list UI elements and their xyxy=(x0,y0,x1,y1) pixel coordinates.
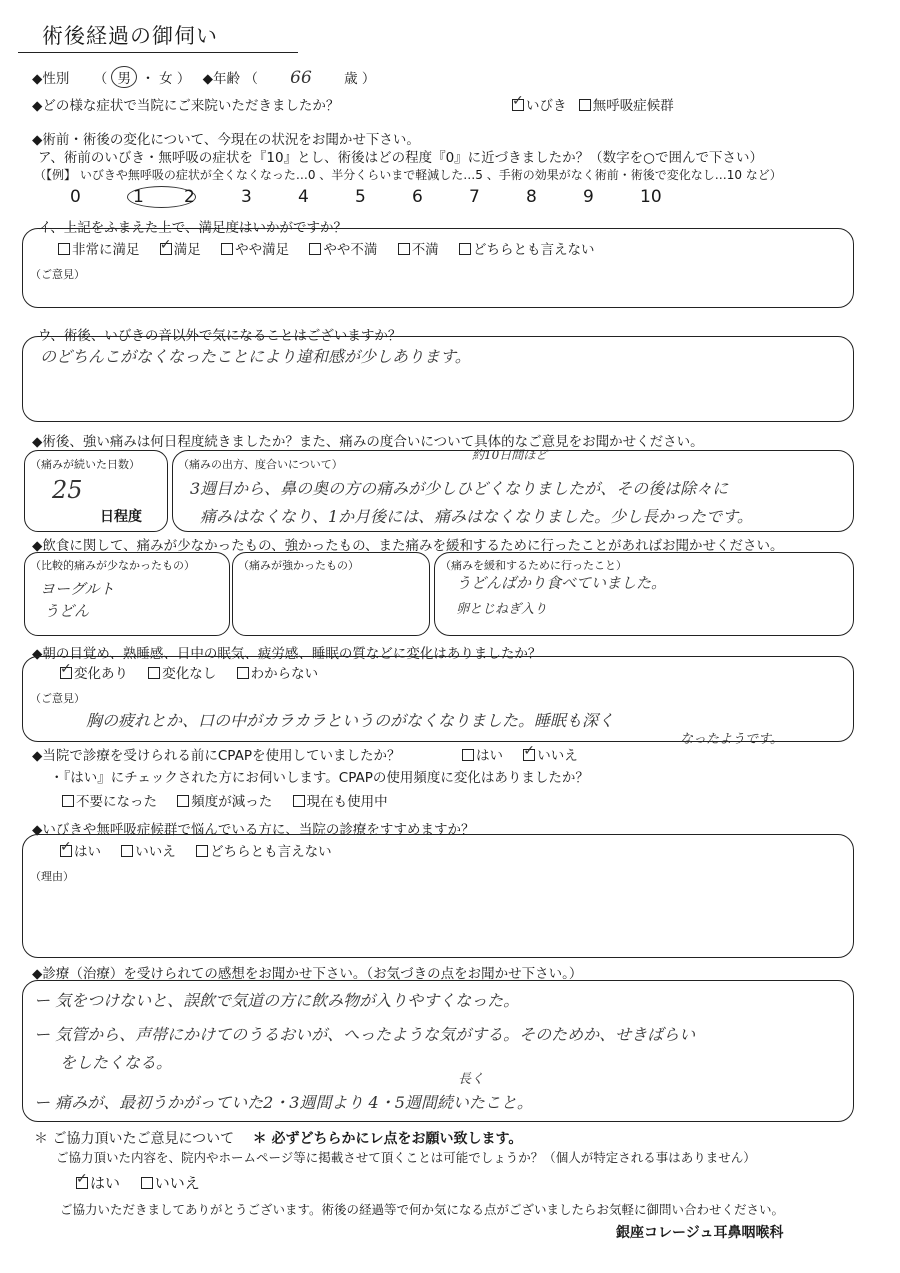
sleep-options: ✓変化あり 変化なし わからない xyxy=(60,662,334,682)
cpap-sub-options: 不要になった 頻度が減った 現在も使用中 xyxy=(62,790,404,810)
pain-detail-line2[interactable]: 痛みはなくなり、1か月後には、痛みはなくなりました。少し長かったです。 xyxy=(200,507,753,526)
scale-9[interactable]: 9 xyxy=(583,187,594,207)
pain-days-label: （痛みが続いた日数） xyxy=(30,458,140,471)
satisfaction-somewhat-satisfied-checkbox[interactable] xyxy=(221,243,233,255)
satisfaction-comment-label: （ご意見） xyxy=(30,268,85,281)
food-relief-item-2[interactable]: 卵とじねぎ入り xyxy=(456,602,548,617)
impression-line3[interactable]: をしたくなる。 xyxy=(60,1053,173,1072)
food-relief-label: （痛みを緩和するために行ったこと） xyxy=(440,559,627,572)
publish-yes-checkbox[interactable] xyxy=(76,1177,88,1189)
scale-5[interactable]: 5 xyxy=(355,187,366,207)
cpap-options: はい ✓ いいえ xyxy=(462,744,594,764)
cpap-sub-question: ・『はい』にチェックされた方にお伺いします。CPAPの使用頻度に変化はありましたか？ xyxy=(50,770,589,786)
footer-options: ✓はい いいえ xyxy=(76,1172,216,1193)
satisfaction-question: イ、上記をふまえた上で、満足度はいかがですか？ xyxy=(38,220,348,236)
footer-thanks: ご協力いただきましてありがとうございます。術後の経過等で何か気になる点がございましたらお気軽に御問い合わせください。 xyxy=(60,1202,785,1217)
food-less-pain-label: （比較的痛みが少なかったもの） xyxy=(30,559,195,572)
cpap-reduced-checkbox[interactable] xyxy=(177,795,189,807)
pain-detail-line1[interactable]: 3週目から、鼻の奥の方の痛みが少しひどくなりましたが、その後は除々に xyxy=(190,479,729,498)
food-strong-pain-label: （痛みが強かったもの） xyxy=(238,559,359,572)
impression-line1[interactable]: ー 気をつけないと、誤飲で気道の方に飲み物が入りやすくなった。 xyxy=(34,991,520,1010)
recommend-no-checkbox[interactable] xyxy=(121,845,133,857)
satisfaction-somewhat-dissatisfied-checkbox[interactable] xyxy=(309,243,321,255)
food-less-pain-item-1[interactable]: ヨーグルト xyxy=(40,580,115,598)
gender-male-option[interactable]: 男 xyxy=(111,66,137,88)
scale-4[interactable]: 4 xyxy=(298,187,309,207)
change-example: （【例】 いびきや無呼吸の症状が全くなくなった…0 、半分くらいまで軽減した…5 、手術の効果がなく術前・術後で変化なし…10 など） xyxy=(34,168,782,182)
satisfaction-satisfied-checkbox[interactable] xyxy=(160,243,172,255)
cpap-yes-checkbox[interactable] xyxy=(462,749,474,761)
sleep-changed-checkbox[interactable] xyxy=(60,667,72,679)
impression-line4[interactable]: ー 痛みが、最初うかがっていた2・3週間より 4・5週間続いたこと。 xyxy=(34,1093,533,1112)
recommend-question: ◆いびきや無呼吸症候群で悩んでいる方に、当院の診療をすすめますか？ xyxy=(32,822,475,838)
snoring-checkbox[interactable] xyxy=(512,99,524,111)
pain-detail-label: （痛みの出方、度合いについて） xyxy=(178,458,343,471)
impression-question: ◆診療（治療）を受けられての感想をお聞かせ下さい。（お気づきの点をお聞かせ下さい。） xyxy=(32,966,583,982)
recommend-options: ✓はい いいえ どちらとも言えない xyxy=(60,840,348,860)
scale-10[interactable]: 10 xyxy=(640,187,662,207)
impression-line2[interactable]: ー 気管から、声帯にかけてのうるおいが、へったような気がする。そのためか、せきばらい xyxy=(34,1025,696,1044)
footer-cooperate-title: ＊ ご協力頂いたご意見について ＊ 必ずどちらかにレ点をお願い致します。 xyxy=(34,1131,523,1147)
pain-days-value[interactable]: 25 xyxy=(52,476,83,504)
sleep-unknown-checkbox[interactable] xyxy=(237,667,249,679)
scale-3[interactable]: 3 xyxy=(241,187,252,207)
pain-detail-note: 約10日間ほど xyxy=(472,448,548,462)
change-heading: ◆術前・術後の変化について、今現在の状況をお聞かせ下さい。 xyxy=(32,132,420,148)
clinic-name: 銀座コレージュ耳鼻咽喉科 xyxy=(616,1225,784,1241)
scale-2[interactable]: 2 xyxy=(184,187,195,207)
sleep-answer-line1[interactable]: 胸の疲れとか、口の中がカラカラというのがなくなりました。睡眠も深く xyxy=(86,711,615,730)
pain-question: ◆術後、強い痛みは何日程度続きましたか？また、痛みの度合いについて具体的なご意見をお聞かせください。 xyxy=(32,434,704,450)
change-question-a: ア、術前のいびき・無呼吸の症状を『10』とし、術後はどの程度『0』に近づきましたか？（数字を○で囲んで下さい） xyxy=(38,150,763,166)
other-concerns-answer[interactable]: のどちんこがなくなったことにより違和感が少しあります。 xyxy=(40,347,471,366)
gender-label: ◆性別 xyxy=(32,71,70,87)
satisfaction-neutral-checkbox[interactable] xyxy=(459,243,471,255)
scale-1[interactable]: 1 xyxy=(127,186,184,208)
food-less-pain-item-2[interactable]: うどん xyxy=(44,602,90,620)
cpap-still-using-checkbox[interactable] xyxy=(293,795,305,807)
recommend-yes-checkbox[interactable] xyxy=(60,845,72,857)
scale-0[interactable]: 0 xyxy=(70,187,81,207)
footer-must-check: ＊ 必ずどちらかにレ点をお願い致します。 xyxy=(252,1131,523,1147)
age-label: ◆年齢 xyxy=(202,71,241,87)
recommend-reason-label: （理由） xyxy=(30,870,74,883)
scale-6[interactable]: 6 xyxy=(412,187,423,207)
scale-8[interactable]: 8 xyxy=(526,187,537,207)
sleep-comment-label: （ご意見） xyxy=(30,692,85,705)
scale-7[interactable]: 7 xyxy=(469,187,480,207)
title-underline xyxy=(18,52,298,53)
food-question: ◆飲食に関して、痛みが少なかったもの、強かったもの、また痛みを緩和するために行ったことがあればお聞かせください。 xyxy=(32,538,784,554)
satisfaction-options: 非常に満足 ✓ 満足 やや満足 やや不満 不満 どちらとも言えない xyxy=(58,238,610,258)
symptom-options: ✓ いびき 無呼吸症候群 xyxy=(512,94,674,114)
cpap-no-checkbox[interactable] xyxy=(523,749,535,761)
change-scale xyxy=(70,186,697,208)
impression-note: 長く xyxy=(458,1072,485,1087)
cpap-not-needed-checkbox[interactable] xyxy=(62,795,74,807)
sleep-question: ◆朝の目覚め、熟睡感、日中の眠気、疲労感、睡眠の質などに変化はありましたか？ xyxy=(32,646,542,662)
apnea-checkbox[interactable] xyxy=(579,99,591,111)
page-title: 術後経過の御伺い xyxy=(42,24,218,48)
cpap-question: ◆当院で診療を受けられる前にCPAPを使用していましたか？ xyxy=(32,748,401,764)
satisfaction-very-satisfied-checkbox[interactable] xyxy=(58,243,70,255)
symptom-question: ◆どの様な症状で当院にご来院いただきましたか？ xyxy=(32,98,340,114)
footer-question: ご協力頂いた内容を、院内やホームページ等に掲載させて頂くことは可能でしょうか？（個人が特定される事はありません） xyxy=(56,1150,756,1165)
satisfaction-dissatisfied-checkbox[interactable] xyxy=(398,243,410,255)
publish-no-checkbox[interactable] xyxy=(141,1177,153,1189)
age-value[interactable]: 66 xyxy=(290,68,312,88)
pain-days-unit: 日程度 xyxy=(100,509,142,525)
gender-row: ◆性別 （ 男 ・ 女 ） ◆年齢 （ 66 歳 ） xyxy=(32,68,376,88)
recommend-neutral-checkbox[interactable] xyxy=(196,845,208,857)
sleep-answer-line2[interactable]: なったようです。 xyxy=(680,732,783,747)
gender-female-option[interactable]: 女 xyxy=(159,71,173,87)
sleep-no-change-checkbox[interactable] xyxy=(148,667,160,679)
food-relief-item-1[interactable]: うどんばかり食べていました。 xyxy=(456,574,667,592)
other-concerns-question: ウ、術後、いびきの音以外で気になることはございますか？ xyxy=(38,328,402,344)
